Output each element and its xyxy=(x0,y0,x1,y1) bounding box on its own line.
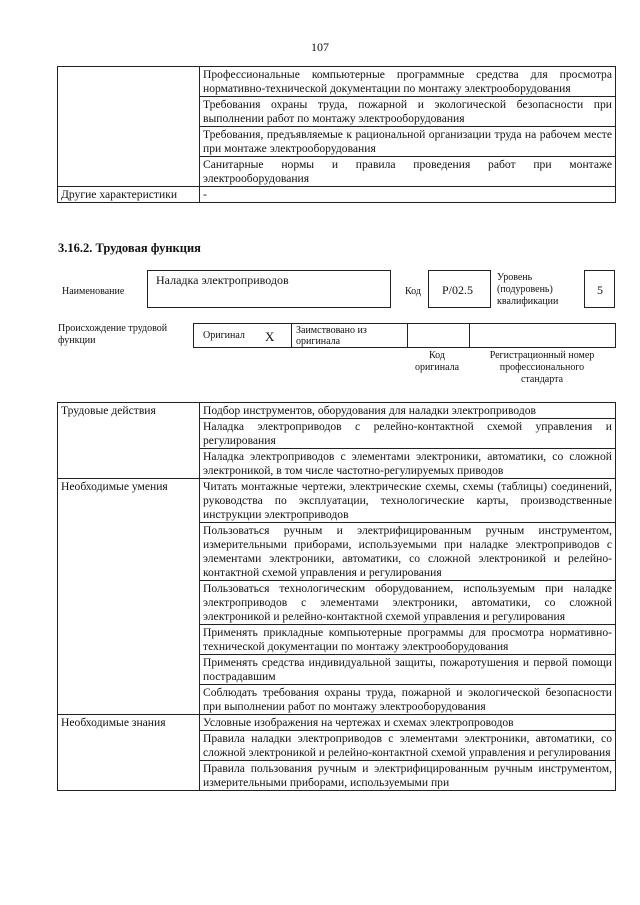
page-number: 107 xyxy=(311,40,329,54)
name-value: Наладка электроприводов xyxy=(156,273,289,287)
row-label: Трудовые действия xyxy=(58,403,200,479)
name-box xyxy=(147,270,391,308)
row-item: Правила наладки электроприводов с элементами электроники, автоматики, со сложной электроникой и релейно-контактной схемой управления и регулирования xyxy=(200,731,616,761)
table-row xyxy=(58,403,616,419)
row-item: Наладка электроприводов с элементами электроники, автоматики, со сложной электроникой, в том числе частотно-регулируемых приводов xyxy=(200,449,616,479)
code-original-label: Код оригинала xyxy=(414,350,460,373)
row-item: Правила пользования ручным и электрифицированным ручным инструментом, измерительными приборами, используемыми при xyxy=(200,761,616,791)
table-row xyxy=(58,479,616,523)
level-value: 5 xyxy=(597,283,603,297)
origin-label: Происхождение трудовой функции xyxy=(58,323,168,346)
row-item: Применять средства индивидуальной защиты, пожаротушения и первой помощи пострадавшим xyxy=(200,655,616,685)
reg-number-label: Регистрационный номер профессионального стандарта xyxy=(489,350,595,385)
divider xyxy=(291,323,292,348)
row-item: Применять прикладные компьютерные программы для просмотра нормативно-технической документации по монтажу электрооборудования xyxy=(200,625,616,655)
row-item: Подбор инструментов, оборудования для наладки электроприводов xyxy=(200,403,616,419)
borrowed-label: Заимствовано из оригинала xyxy=(296,325,367,347)
level-box xyxy=(584,270,615,308)
code-label: Код xyxy=(405,286,421,297)
row-item: Читать монтажные чертежи, электрические схемы, схемы (таблицы) соединений, руководства по эксплуатации, технологические карты, производственные инструкции электроприводов xyxy=(200,479,616,523)
code-value: P/02.5 xyxy=(442,283,474,297)
original-label: Оригинал xyxy=(203,330,245,341)
row-item: Профессиональные компьютерные программные средства для просмотра нормативно-технической документации по монтажу электрооборудования xyxy=(200,67,616,97)
level-label: Уровень (подуровень) квалификации xyxy=(497,272,559,307)
top-table xyxy=(57,66,616,203)
table-row xyxy=(58,67,616,97)
row-item: Наладка электроприводов с релейно-контактной схемой управления и регулирования xyxy=(200,419,616,449)
name-label: Наименование xyxy=(62,286,125,297)
row-item: Требования охраны труда, пожарной и экологической безопасности при выполнении работ по монтажу электрооборудования xyxy=(200,97,616,127)
row-label: Необходимые знания xyxy=(58,715,200,791)
row-item: - xyxy=(200,187,616,203)
table-row xyxy=(58,187,616,203)
row-item: Санитарные нормы и правила проведения работ при монтаже электрооборудования xyxy=(200,157,616,187)
row-item: Условные изображения на чертежах и схемах электропроводов xyxy=(200,715,616,731)
row-label xyxy=(58,67,200,187)
row-label: Необходимые умения xyxy=(58,479,200,715)
main-table xyxy=(57,402,616,791)
original-mark: X xyxy=(265,329,275,344)
row-label: Другие характеристики xyxy=(58,187,200,203)
table-row xyxy=(58,715,616,731)
origin-box xyxy=(193,323,616,348)
row-item: Соблюдать требования охраны труда, пожарной и экологической безопасности при выполнении работ по монтажу электрооборудования xyxy=(200,685,616,715)
section-heading: 3.16.2. Трудовая функция xyxy=(58,241,201,255)
divider xyxy=(407,323,408,348)
row-item: Пользоваться технологическим оборудованием, используемым при наладке электроприводов с элементами электроники, автоматики, со сложной электроникой и релейно-контактной схемой управления и регулирования xyxy=(200,581,616,625)
row-item: Пользоваться ручным и электрифицированным ручным инструментом, измерительными приборами, используемыми при наладке электроприводов с элементами электроники, автоматики, со сложной электроникой и релейно-контактной схемой управления и регулирования xyxy=(200,523,616,581)
divider xyxy=(469,323,470,348)
code-box xyxy=(428,270,491,308)
row-item: Требования, предъявляемые к рациональной организации труда на рабочем месте при монтаже электрооборудования xyxy=(200,127,616,157)
